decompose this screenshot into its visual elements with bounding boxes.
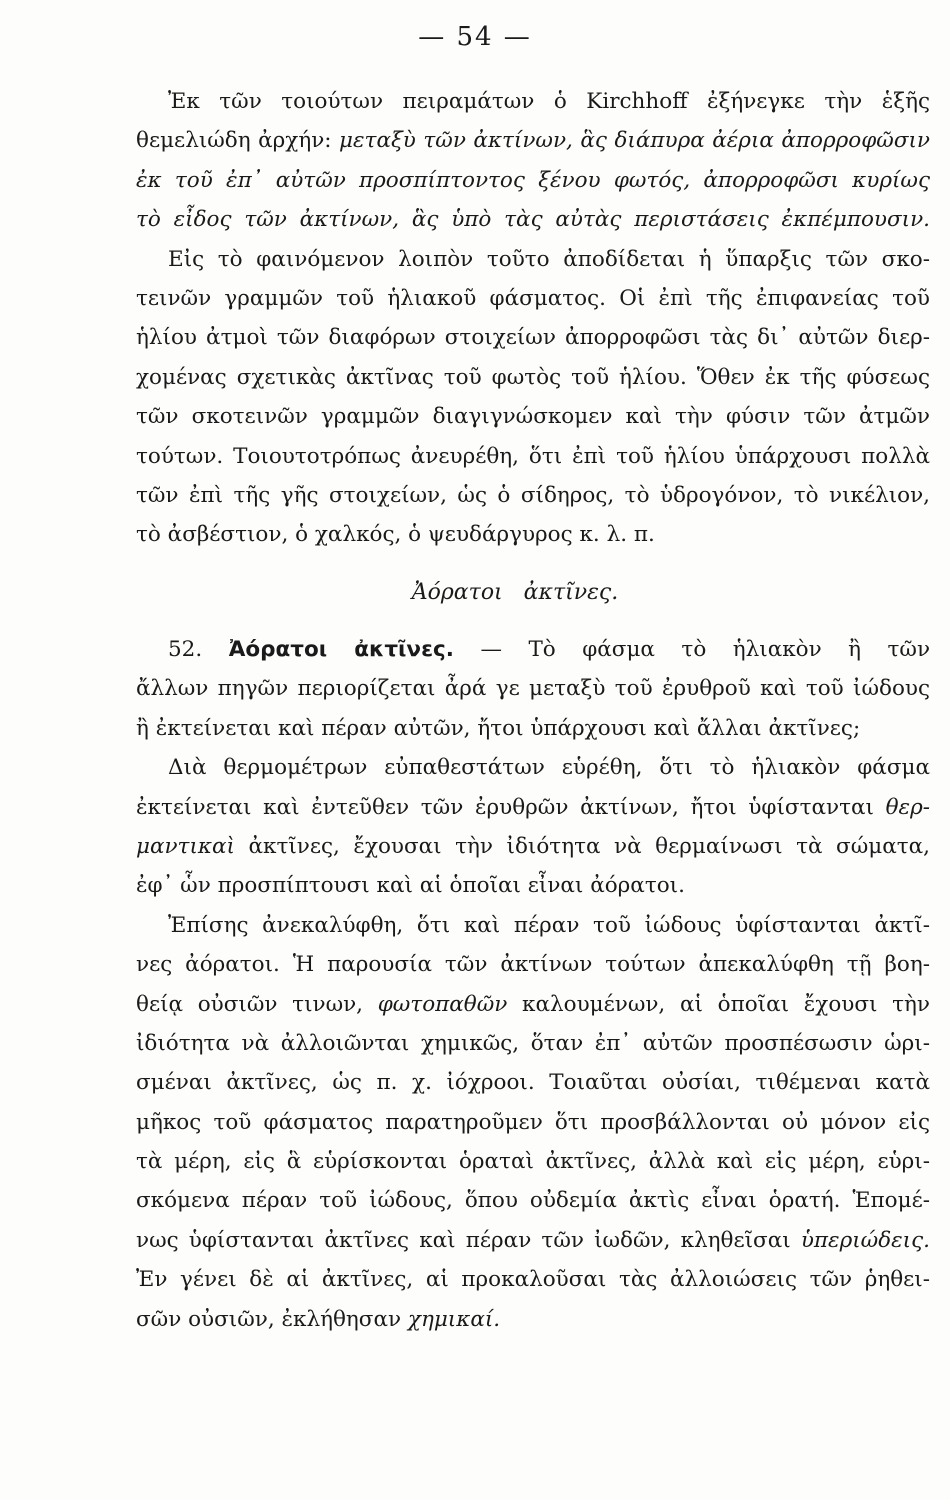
text-line: σκόμενα πέραν τοῦ ἰώδους, ὅπου οὐδεμία ἀκτὶς εἶναι ὁρατή. Ἑπομέ- [136, 1188, 930, 1214]
text-span: θεμελιώδη ἀρχήν: [136, 128, 340, 154]
text-span: νως ὑφίστανται ἀκτῖνες καὶ πέραν τῶν ἰωδῶν, κληθεῖσαι [136, 1227, 801, 1253]
text-line [136, 827, 930, 866]
text-line [136, 1221, 930, 1260]
text-line: χομένας σχετικὰς ἀκτῖνας τοῦ φωτὸς τοῦ ἡλίου. Ὅθεν ἐκ τῆς φύσεως [136, 364, 930, 390]
text-line [136, 788, 930, 827]
text-span: ἐκτείνεται καὶ ἐντεῦθεν τῶν ἐρυθρῶν ἀκτίνων, ἤτοι ὑφίστανται [136, 794, 886, 820]
text-line: μῆκος τοῦ φάσματος παρατηροῦμεν ὅτι προσβάλλονται οὐ μόνον εἰς [136, 1109, 930, 1135]
text-span: ἀκτῖνες, ἔχουσαι τὴν ἰδιότητα νὰ θερμαίνωσι τὰ σώματα, [234, 833, 930, 859]
paragraph-kirchhoff [136, 82, 930, 555]
text-line: Ἐν γένει δὲ αἱ ἀκτῖνες, αἱ προκαλοῦσαι τὰς ἀλλοιώσεις τῶν ῥηθει- [136, 1267, 930, 1293]
text-span: σῶν οὐσιῶν, ἐκλήθησαν [136, 1306, 408, 1332]
italic-span: μαντικαὶ [136, 833, 235, 859]
section-title: Ἀόρατοι ἀκτῖνες. [228, 637, 454, 662]
text-line: Ἐπίσης ἀνεκαλύφθη, ὅτι καὶ πέραν τοῦ ἰώδους ὑφίστανται ἀκτῖ- [168, 912, 930, 938]
text-line: σμέναι ἀκτῖνες, ὡς π. χ. ἰόχροοι. Τοιαῦται οὐσίαι, τιθέμεναι κατὰ [136, 1070, 930, 1096]
italic-span: μεταξὺ τῶν ἀκτίνων, ἃς διάπυρα ἀέρια ἀπορροφῶσιν [339, 128, 930, 154]
section-52 [136, 630, 930, 1339]
text-line: ἐφ᾽ ὧν προσπίπτουσι καὶ αἱ ὁποῖαι εἶναι ἀόρατοι. [136, 873, 685, 899]
text-line: ἄλλων πηγῶν περιορίζεται ἆρά γε μεταξὺ τοῦ ἐρυθροῦ καὶ τοῦ ἰώδους [136, 676, 930, 702]
italic-span: θερ- [885, 794, 930, 820]
text-line: Εἰς τὸ φαινόμενον λοιπὸν τοῦτο ἀποδίδεται ἡ ὕπαρξις τῶν σκο- [168, 246, 930, 272]
section-heading: Ἀόρατοι ἀκτῖνες. [411, 580, 619, 605]
text-line: ἰδιότητα νὰ ἀλλοιῶνται χημικῶς, ὅταν ἐπ᾽ αὐτῶν προσπέσωσιν ὡρι- [136, 1030, 930, 1056]
italic-span: ὑπεριώδεις. [800, 1227, 930, 1253]
text-line: τῶν σκοτεινῶν γραμμῶν διαγιγνώσκομεν καὶ τὴν φύσιν τῶν ἀτμῶν [136, 404, 930, 430]
text-line: ἐκ τοῦ ἐπ᾽ αὐτῶν προσπίπτοντος ξένου φωτός, ἀπορροφῶσι κυρίως [136, 167, 930, 193]
text-line [136, 985, 930, 1024]
text-line: ἡλίου ἀτμοὶ τῶν διαφόρων στοιχείων ἀπορροφῶσι τὰς δι᾽ αὐτῶν διερ- [136, 325, 930, 351]
text-line: τεινῶν γραμμῶν τοῦ ἡλιακοῦ φάσματος. Οἱ ἐπὶ τῆς ἐπιφανείας τοῦ [136, 285, 930, 311]
text-line: τὸ εἶδος τῶν ἀκτίνων, ἃς ὑπὸ τὰς αὐτὰς περιστάσεις ἐκπέμπουσιν. [136, 207, 930, 233]
page-number: — 54 — [418, 22, 532, 52]
text-line: Ἐκ τῶν τοιούτων πειραμάτων ὁ Kirchhoff ἐξήνεγκε τὴν ἑξῆς [168, 89, 930, 114]
text-line: ἢ ἐκτείνεται καὶ πέραν αὐτῶν, ἤτοι ὑπάρχουσι καὶ ἄλλαι ἀκτῖνες; [136, 715, 861, 741]
italic-span: φωτοπαθῶν [377, 991, 508, 1017]
text-line [136, 1300, 930, 1339]
text-line: νες ἀόρατοι. Ἡ παρουσία τῶν ἀκτίνων τούτων ἀπεκαλύφθη τῇ βοη- [136, 952, 930, 978]
text-line: τούτων. Τοιουτοτρόπως ἀνευρέθη, ὅτι ἐπὶ τοῦ ἡλίου ὑπάρχουσι πολλὰ [136, 443, 930, 469]
text-span: θείᾳ οὐσιῶν τινων, [136, 991, 378, 1017]
text-line: τῶν ἐπὶ τῆς γῆς στοιχείων, ὡς ὁ σίδηρος, τὸ ὑδρογόνον, τὸ νικέλιον, [136, 482, 930, 508]
italic-span: χημικαί. [407, 1306, 501, 1332]
text-line [136, 630, 930, 669]
section-number: 52. [168, 637, 203, 662]
text-line: τὸ ἀσβέστιον, ὁ χαλκός, ὁ ψευδάργυρος κ. λ. π. [136, 522, 655, 548]
text-line: Διὰ θερμομέτρων εὐπαθεστάτων εὑρέθη, ὅτι τὸ ἡλιακὸν φάσμα [168, 755, 930, 781]
text-line [136, 121, 930, 160]
text-line: τὰ μέρη, εἰς ἃ εὑρίσκονται ὁραταὶ ἀκτῖνες, ἀλλὰ καὶ εἰς μέρη, εὑρι- [136, 1149, 930, 1175]
text-span: καλουμένων, αἱ ὁποῖαι ἔχουσι τὴν [507, 991, 930, 1017]
text-span: — Τὸ φάσμα τὸ ἡλιακὸν ἢ τῶν [480, 637, 931, 662]
